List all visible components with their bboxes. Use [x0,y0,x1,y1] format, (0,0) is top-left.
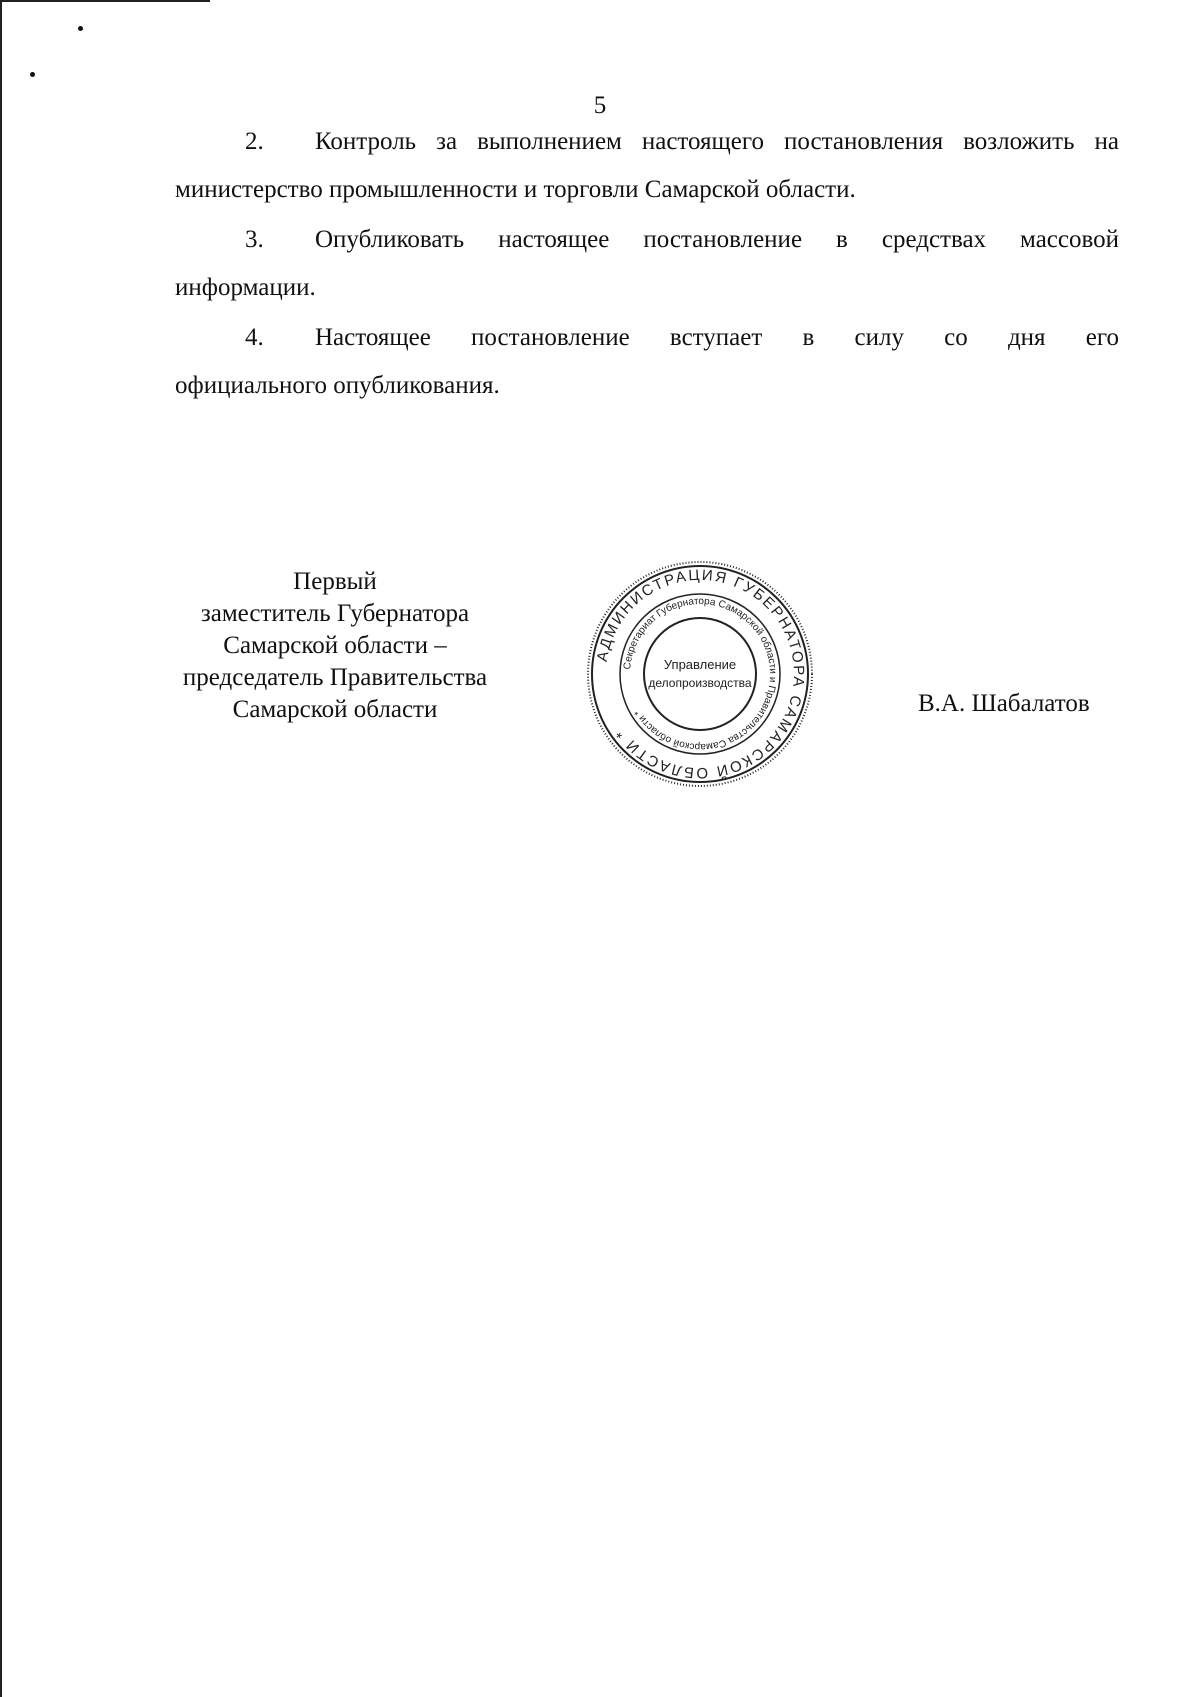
clause-number: 3. [245,226,264,253]
signatory-title-line: Самарской области [232,696,438,723]
signatory-title-line: заместитель Губернатора [200,600,470,627]
signatory-title-line: председатель Правительства [182,664,488,691]
seal-inner-ring [644,618,756,730]
clause-3 [175,216,1119,312]
clause-number: 4. [245,324,264,351]
seal-graphic [584,558,816,790]
signatory-title [150,566,520,726]
clause-2 [175,118,1119,214]
scan-edge-top [0,0,210,2]
scan-edge-left [0,0,2,1697]
signatory-title-line: Первый [293,568,377,595]
seal-center-line: делопроизводства [648,676,752,690]
scan-speck [30,72,35,77]
seal-center-line: Управление [663,657,737,672]
clause-text: Опубликовать настоящее постановление в средствах массовой информации. [175,226,1119,301]
clause-number: 2. [245,128,264,155]
seal-outer-ring [588,562,812,786]
seal-outer-text-path: АДМИНИСТРАЦИЯ ГУБЕРНАТОРА САМАРСКОЙ ОБЛАСТИ * [593,566,808,782]
seal-inner-text [622,596,778,752]
clause-text: Настоящее постановление вступает в силу со дня его [315,324,1119,351]
scan-speck [78,26,83,31]
official-seal [584,558,816,790]
page-number: 5 [593,92,607,119]
clause-first-line [175,314,1119,362]
signatory-name: В.А. Шабалатов [918,690,1090,717]
clause-text: Контроль за выполнением настоящего постановления возложить на министерство промышленности и торговли Самарской области. [175,128,1119,203]
clause-text-continued: официального опубликования. [175,372,500,399]
clause-4 [175,314,1119,410]
signatory-title-line: Самарской области – [223,632,447,659]
seal-inner-text-path: Секретариат Губернатора Самарской области и Правительства Самарской области * [622,595,779,753]
document-body [175,118,1119,412]
